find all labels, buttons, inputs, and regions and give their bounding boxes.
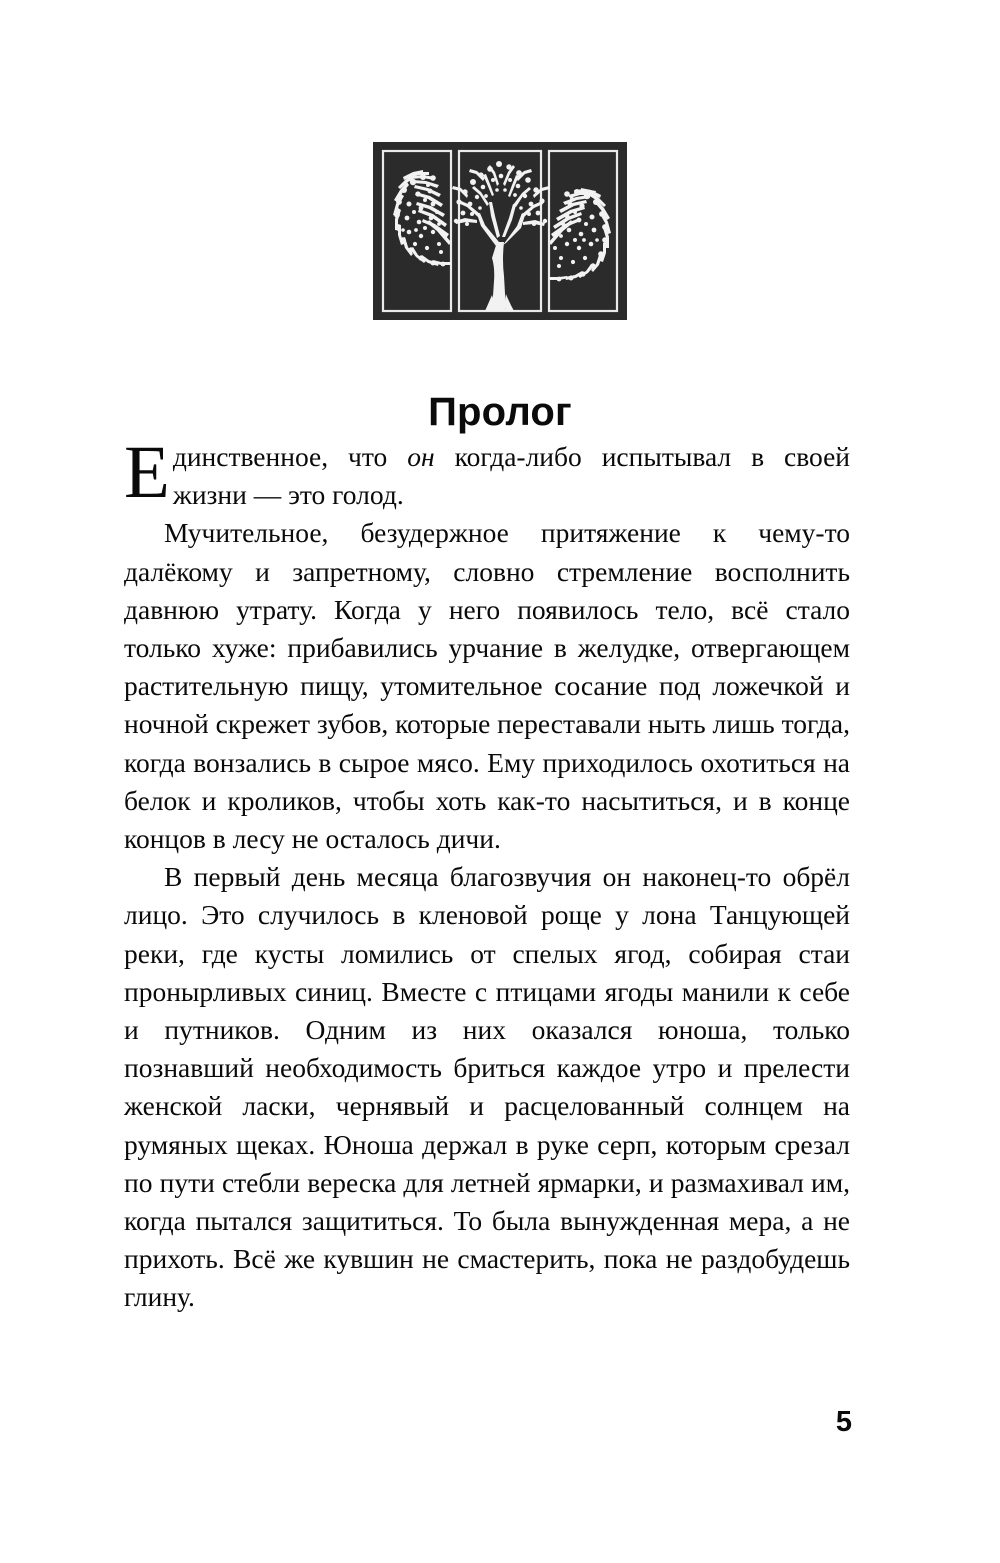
paragraph-2: Мучительное, безудержное притяжение к чему-то далёкому и запретному, словно стремление восполнить давнюю утрату. Когда у него появилось тело, всё стало только хуже: прибавились урчание в желудке, отвергающем растительную пищу, утомительное сосание под ложечкой и ночной скрежет зубов, которые переставали ныть лишь тогда, когда вонзались в сырое мясо. Ему приходилось охотиться на белок и кроликов, чтобы хоть как-то насытиться, и в конце концов в лесу не осталось дичи. [124,517,850,855]
paragraph-first [124,431,851,514]
chapter-title: Пролог [428,389,572,434]
page-number: 5 [835,1406,852,1438]
paragraph-first-emphasis: он [407,441,435,472]
chapter-ornament [0,142,1000,320]
drop-cap: Е [124,431,170,514]
paragraph-3: В первый день месяца благозвучия он наконец-то обрёл лицо. Это случилось в кленовой роще у лона Танцующей реки, где кусты ломились от спелых ягод, собирая стаи пронырливых синиц. Вместе с птицами ягоды манили к себе и путников. Одним из них оказался юноша, только познавший необходимость бриться каждое утро и прелести женской ласки, чернявый и расцелованный солнцем на румяных щеках. Юноша держал в руке серп, которым срезал по пути стебли вереска для летней ярмарки, и размахивал им, когда пытался защититься. То была вынужденная мера, а не прихоть. Всё же кувшин не смастерить, пока не раздобудешь глину. [124,861,850,1313]
body-text-column [124,431,851,1317]
paragraph-first-lead: динственное, что [172,441,408,472]
tree-triptych-icon [373,142,627,320]
paragraph-first-rest: когда-либо испытывал в своей жизни — это голод. [172,441,851,511]
